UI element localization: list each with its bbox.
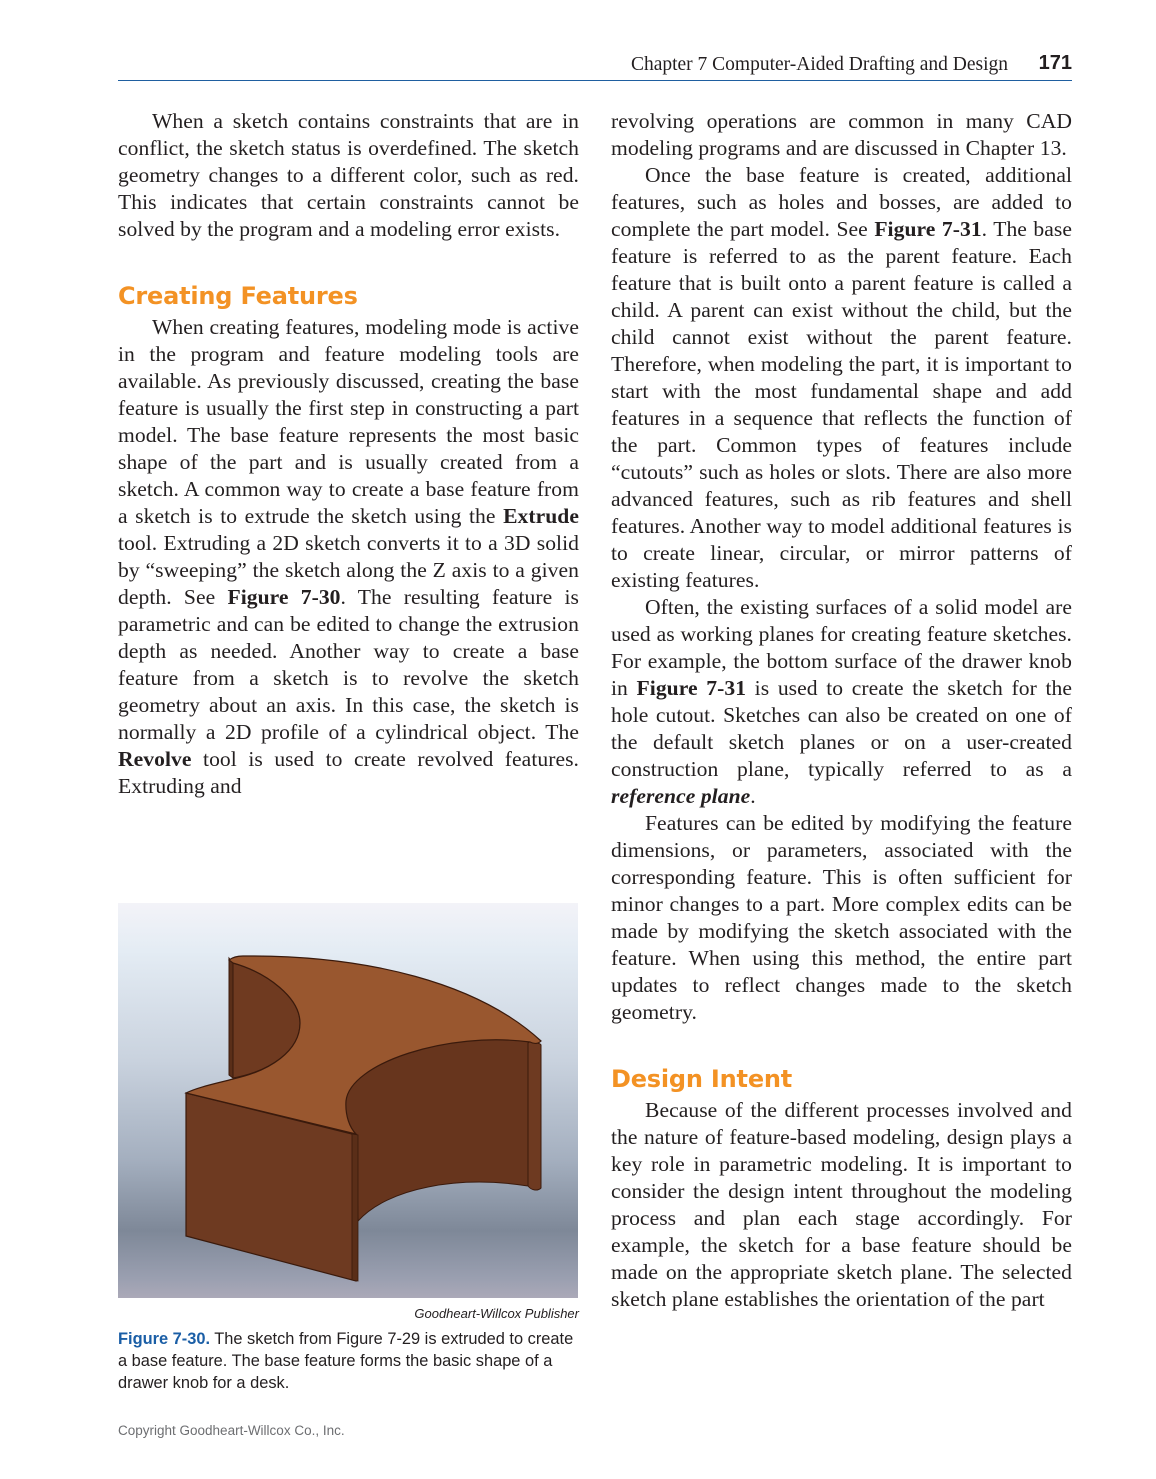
paragraph-parent-child: Once the base feature is created, additional features, such as holes and bosses, are added to complete the part model. See Figure 7-31. The base feature is referred to as the parent feature. Each feature that is built onto a parent feature is called a child. A parent can exist without the child, but the child cannot exist without the parent feature. Therefore, when modeling the part, it is important to start with the most fundamental shape and add features in a sequence that reflects the function of the part. Common types of features include “cutouts” such as holes or slots. There are also more advanced features, such as rib features and shell features. Another way to model additional features is to create linear, circular, or mirror patterns of existing features.: [611, 163, 1073, 592]
right-column: [611, 108, 1072, 1313]
figure-ref-7-31: Figure 7-31: [636, 676, 747, 700]
paragraph-working-planes: Often, the existing surfaces of a solid model are used as working planes for creating feature sketches. For example, the bottom surface of the drawer knob in Figure 7-31 is used to create the sketch for the hole cutout. Sketches can also be created on one of the default sketch planes or on a user-created construction plane, typically referred to as a reference plane.: [611, 595, 1072, 808]
paragraph-editing-features: Features can be edited by modifying the feature dimensions, or parameters, associated with the corresponding feature. This is often sufficient for minor changes to a part. More complex edits can be made by modifying the sketch associated with the feature. When using this method, the entire part updates to reflect changes made to the sketch geometry.: [611, 811, 1072, 1024]
paragraph-overdefined: When a sketch contains constraints that are in conflict, the sketch status is overdefined. The sketch geometry changes to a different color, such as red. This indicates that certain constraints cannot be solved by the program and a modeling error exists.: [118, 109, 579, 241]
figure-7-30: [118, 903, 579, 1394]
extruded-base-feature-image: [118, 903, 578, 1298]
figure-label: Figure 7-30.: [118, 1330, 210, 1348]
term-reference-plane: reference plane: [611, 784, 751, 808]
copyright-footer: Copyright Goodheart-Willcox Co., Inc.: [118, 1423, 345, 1438]
running-header: [118, 50, 1072, 81]
image-credit: Goodheart-Willcox Publisher: [414, 1306, 579, 1321]
figure-ref-7-30: Figure 7-30: [227, 585, 341, 609]
figure-caption: Figure 7-30. The sketch from Figure 7-29 is extruded to create a base feature. The base feature forms the basic shape of a drawer knob for a desk.: [118, 1330, 574, 1392]
figure-ref-7-31: Figure 7-31: [874, 217, 982, 241]
term-extrude: Extrude: [503, 504, 579, 528]
chapter-title: Chapter 7 Computer-Aided Drafting and Design: [630, 54, 1008, 75]
paragraph-design-intent: Because of the different processes involved and the nature of feature-based modeling, design plays a key role in parametric modeling. It is important to consider the design intent throughout the modeling process and plan each stage accordingly. For example, the sketch for a base feature should be made on the appropriate sketch plane. The selected sketch plane establishes the orientation of the part: [611, 1098, 1072, 1311]
paragraph-revolving-continued: revolving operations are common in many CAD modeling programs and are discussed in Chapter 13.: [611, 109, 1072, 160]
heading-design-intent: Design Intent: [611, 1065, 793, 1093]
drawer-knob-3d-icon: [118, 903, 578, 1298]
term-revolve: Revolve: [118, 747, 192, 771]
paragraph-creating-features: When creating features, modeling mode is active in the program and feature modeling tools are available. As previously discussed, creating the base feature is usually the first step in constructing a part model. The base feature represents the most basic shape of the part and is usually created from a sketch. A common way to create a base feature from a sketch is to extrude the sketch using the Extrude tool. Extruding a 2D sketch converts it to a 3D solid by “sweeping” the sketch along the Z axis to a given depth. See Figure 7-30. The resulting feature is parametric and can be edited to change the extrusion depth as needed. Another way to create a base feature from a sketch is to revolve the sketch geometry about an axis. In this case, the sketch is normally a 2D profile of a cylindrical object. The Revolve tool is used to create revolved features. Extruding and: [118, 315, 579, 798]
heading-creating-features: Creating Features: [118, 282, 358, 310]
left-column: [118, 108, 579, 800]
page-number: 171: [1038, 52, 1072, 74]
